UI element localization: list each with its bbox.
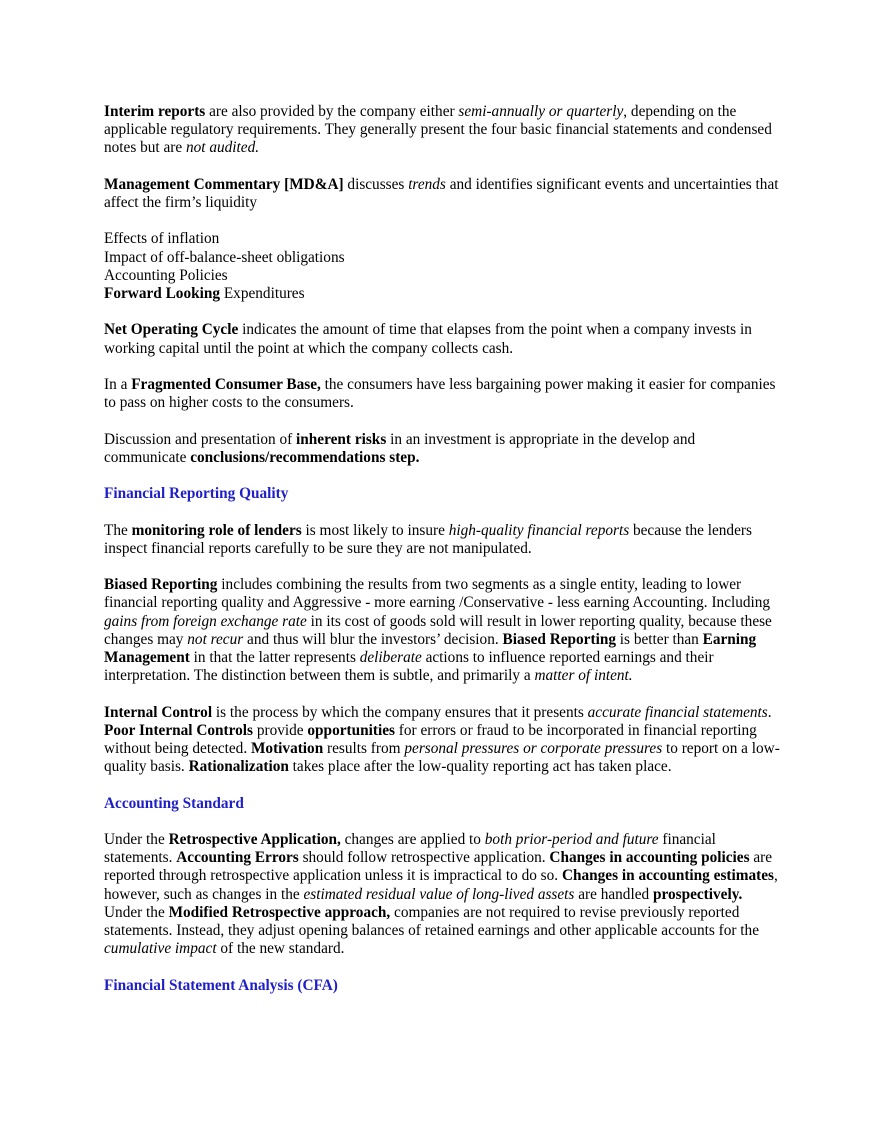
text-run: because the lenders inspect financial reports carefully to be sure they are not manipulated. (104, 521, 752, 557)
text-run: includes combining the results from two segments as a single entity, leading to lower financial reporting quality and Aggressive - more earning /Conservative - less earning Accounting. Including (104, 576, 771, 612)
bold-text: inherent risks (296, 430, 387, 448)
bold-text: Earning Management (104, 630, 757, 666)
text-run: The (104, 521, 132, 539)
text-run: is most likely to insure (301, 521, 449, 539)
italic-text: gains from foreign exchange rate (104, 612, 307, 630)
inherent-risks-paragraph (104, 431, 780, 467)
bold-text: Biased Reporting (502, 630, 616, 648)
text-run: is the process by which the company ensures that it presents (212, 703, 588, 721)
bold-text: Interim reports (104, 103, 206, 120)
italic-text: estimated residual value of long-lived assets (303, 885, 575, 903)
text-run: are handled (574, 885, 653, 903)
financial-reporting-quality-heading: Financial Reporting Quality (104, 485, 289, 503)
accounting-standard-heading: Accounting Standard (104, 794, 244, 812)
bold-text: Internal Control (104, 703, 213, 721)
text-run: , depending on the applicable regulatory requirements. They generally present the four basic financial statements and condensed notes but are (104, 103, 772, 157)
bold-text: Net Operating Cycle (104, 321, 239, 339)
text-run: in that the latter represents (189, 648, 360, 666)
document-page (104, 103, 780, 1013)
italic-text: personal pressures or corporate pressures (404, 739, 663, 757)
interim-reports-paragraph (104, 103, 780, 158)
bold-text: Modified Retrospective approach, (168, 903, 391, 921)
text-run: are reported through retrospective application unless it is impractical to do so. (104, 849, 773, 885)
text-run: changes are applied to (340, 830, 485, 848)
text-run: of the new standard. (216, 940, 345, 958)
management-commentary-paragraph (104, 176, 780, 212)
text-run: , however, such as changes in the (104, 867, 778, 903)
monitoring-role-paragraph (104, 522, 780, 558)
bold-text: Biased Reporting (104, 576, 218, 594)
text-run: Under the (104, 903, 169, 921)
list-item (104, 267, 780, 285)
biased-reporting-paragraph (104, 576, 780, 685)
text-run: financial statements. (104, 830, 716, 867)
text-run: for errors or fraud to be incorporated in financial reporting without being detected. (104, 721, 757, 757)
text-run: Discussion and presentation of (104, 430, 297, 448)
text-run: Effects of inflation (104, 230, 220, 248)
text-run: companies are not required to revise previously reported statements. Instead, they adjust opening balances of retained earnings and other applicable accounts for the (104, 903, 759, 939)
text-run: indicates the amount of time that elapses from the point when a company invests in working capital until the point at which the company collects cash. (104, 321, 752, 357)
italic-text: not audited. (185, 139, 260, 157)
italic-text: deliberate (359, 648, 422, 666)
text-run: is better than (615, 630, 703, 648)
retrospective-application-paragraph (104, 831, 780, 958)
bold-text: Management Commentary [MD&A] (104, 175, 344, 193)
text-run: Accounting Policies (104, 266, 228, 284)
list-item (104, 249, 780, 267)
text-run: the consumers have less bargaining power making it easier for companies to pass on higher costs to the consumers. (104, 375, 776, 412)
text-run: Under the (104, 830, 169, 848)
italic-text: high-quality financial reports (448, 521, 630, 539)
italic-text: both prior-period and future (484, 830, 659, 848)
text-run: Expenditures (220, 285, 305, 302)
bold-text: Accounting Errors (176, 849, 299, 867)
bold-text: monitoring role of lenders (131, 521, 302, 539)
italic-text: not recur (187, 630, 244, 648)
italic-text: accurate financial statements (587, 703, 768, 721)
bold-text: Rationalization (188, 758, 289, 776)
bold-text: Changes in accounting estimates (561, 867, 774, 885)
bold-text: Poor Internal Controls (104, 721, 254, 739)
fragmented-consumer-base-paragraph (104, 376, 780, 412)
net-operating-cycle-paragraph (104, 321, 780, 357)
italic-text: semi-annually or quarterly (458, 103, 624, 120)
text-run: to report on a low-quality basis. (104, 739, 780, 776)
text-run: actions to influence reported earnings and their interpretation. The distinction between them is subtle, and primarily a (104, 648, 714, 685)
text-run: results from (323, 739, 405, 757)
bold-text: Retrospective Application, (168, 830, 341, 848)
bold-text: Forward Looking (104, 285, 221, 302)
bold-text: prospectively. (652, 885, 743, 903)
financial-statement-analysis-heading: Financial Statement Analysis (CFA) (104, 976, 338, 994)
text-run: discusses (343, 175, 409, 193)
internal-control-paragraph (104, 704, 780, 777)
list-item (104, 285, 780, 303)
mda-items-list (104, 230, 780, 303)
text-run: are also provided by the company either (205, 103, 459, 120)
bold-text: Motivation (250, 739, 324, 757)
text-run: takes place after the low-quality reporting act has taken place. (288, 758, 672, 776)
text-run: and identifies significant events and uncertainties that affect the firm’s liquidity (104, 175, 779, 211)
text-run: in its cost of goods sold will result in lower reporting quality, because these changes may (104, 612, 772, 648)
text-run: . (767, 703, 772, 721)
text-run: In a (104, 375, 132, 393)
bold-text: Fragmented Consumer Base, (131, 375, 321, 393)
text-run: and thus will blur the investors’ decision. (243, 630, 503, 648)
bold-text: Changes in accounting policies (549, 849, 750, 867)
italic-text: matter of intent. (534, 667, 633, 685)
text-run: in an investment is appropriate in the develop and communicate (104, 430, 696, 466)
list-item (104, 230, 780, 248)
text-run: provide (253, 721, 308, 739)
bold-text: opportunities (307, 721, 395, 739)
bold-text: conclusions/recommendations step. (190, 448, 420, 466)
italic-text: trends (408, 175, 446, 193)
text-run: Impact of off-balance-sheet obligations (104, 248, 345, 266)
italic-text: cumulative impact (104, 940, 217, 958)
text-run: should follow retrospective application. (298, 849, 550, 867)
